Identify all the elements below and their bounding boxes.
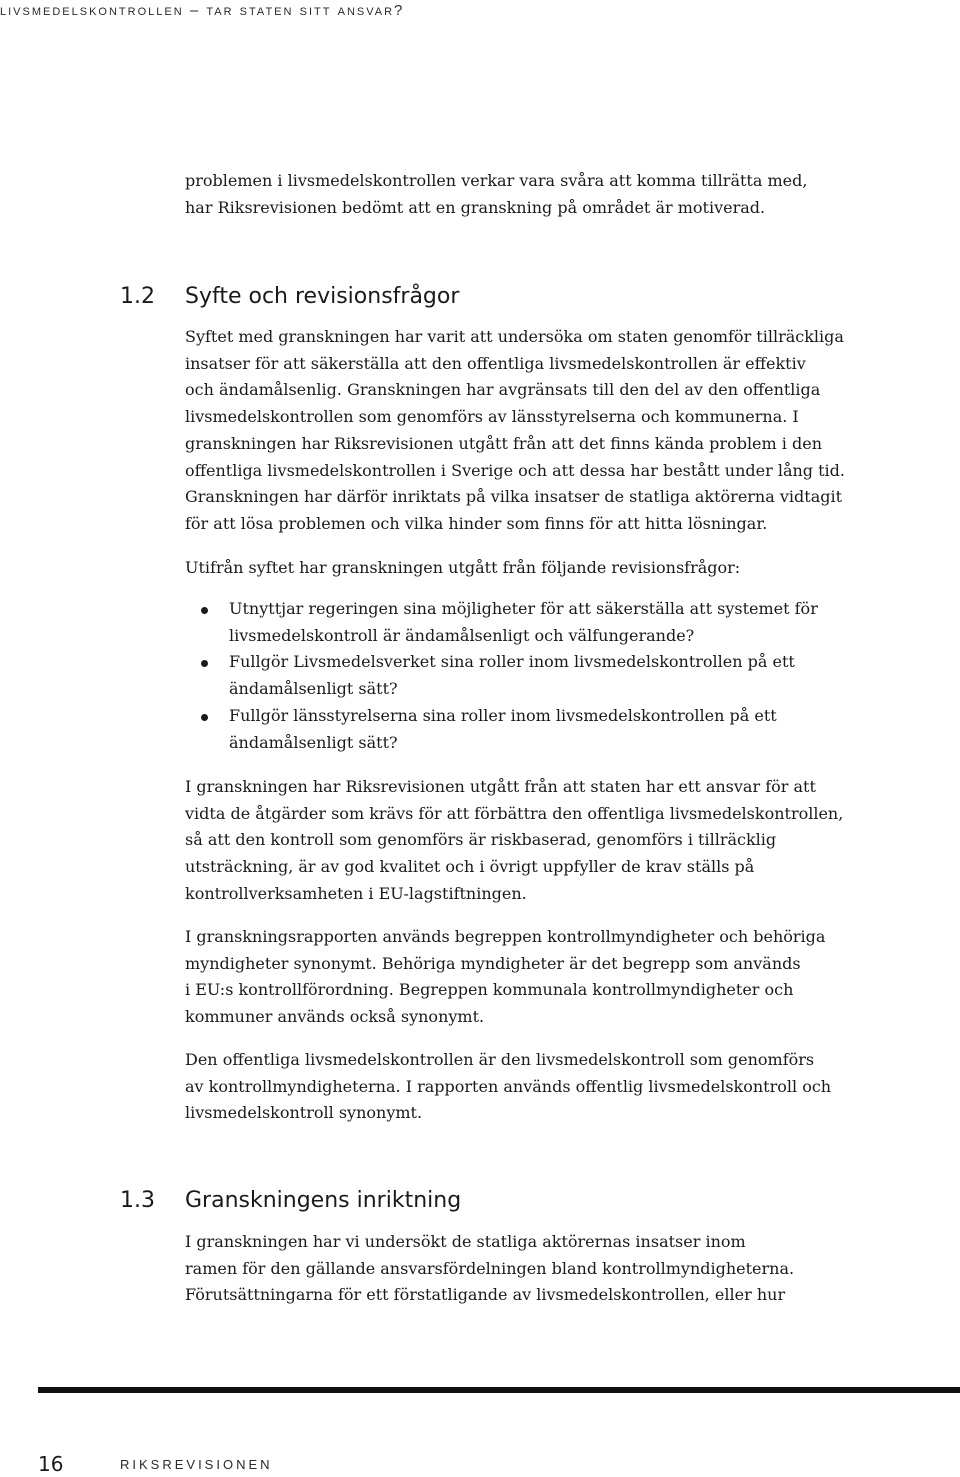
text-line: Den offentliga livsmedelskontrollen är den livsmedelskontroll som genomförs bbox=[185, 1050, 815, 1069]
intro-paragraph bbox=[185, 168, 845, 221]
text-line: Granskningen har därför inriktats på vilka insatser de statliga aktörerna vidtagit bbox=[185, 487, 843, 507]
text-line: och ändamålsenlig. Granskningen har avgränsats till den del av den offentliga bbox=[185, 380, 821, 400]
responsibility-paragraph bbox=[185, 774, 845, 908]
text-line: livsmedelskontroll är ändamålsenligt och välfungerande? bbox=[229, 625, 695, 645]
text-line: ramen för den gällande ansvarsfördelningen bland kontrollmyndigheterna. bbox=[185, 1258, 795, 1278]
page-number: 16 bbox=[38, 1452, 64, 1476]
list-item bbox=[185, 649, 818, 702]
text-line: I granskningen har Riksrevisionen utgått från att staten har ett ansvar för att bbox=[185, 777, 816, 796]
text-line: kommuner används också synonymt. bbox=[185, 1007, 485, 1027]
running-header: livsmedelskontrollen – tar staten sitt ansvar? bbox=[0, 2, 405, 19]
text-line: ändamålsenligt sätt? bbox=[229, 732, 398, 752]
text-line: insatser för att säkerställa att den offentliga livsmedelskontrollen är effektiv bbox=[185, 353, 806, 373]
text-line: offentliga livsmedelskontrollen i Sverige och att dessa har bestått under lång tid. bbox=[185, 460, 845, 480]
publisher-name: RIKSREVISIONEN bbox=[120, 1457, 273, 1472]
bullet-icon bbox=[201, 607, 208, 614]
audit-questions-list bbox=[185, 596, 818, 756]
bullet-icon bbox=[201, 660, 208, 667]
text-line: ändamålsenligt sätt? bbox=[229, 679, 398, 699]
scope-paragraph bbox=[185, 1229, 845, 1309]
text-line: av kontrollmyndigheterna. I rapporten används offentlig livsmedelskontroll och bbox=[185, 1076, 832, 1096]
terminology-paragraph bbox=[185, 924, 845, 1031]
text-line: livsmedelskontrollen som genomförs av länsstyrelserna och kommunerna. I bbox=[185, 407, 799, 427]
section-number: 1.2 bbox=[120, 284, 155, 309]
text-line: har Riksrevisionen bedömt att en granskning på området är motiverad. bbox=[185, 197, 766, 217]
section-heading: Granskningens inriktning bbox=[185, 1188, 462, 1213]
definition-paragraph bbox=[185, 1047, 845, 1127]
section-heading: Syfte och revisionsfrågor bbox=[185, 284, 460, 309]
text-line: Fullgör Livsmedelsverket sina roller inom livsmedelskontrollen på ett bbox=[229, 652, 795, 672]
text-line: Utifrån syftet har granskningen utgått från följande revisionsfrågor: bbox=[185, 558, 741, 577]
text-line: myndigheter synonymt. Behöriga myndigheter är det begrepp som används bbox=[185, 953, 801, 973]
section-number: 1.3 bbox=[120, 1188, 155, 1213]
text-line: vidta de åtgärder som krävs för att förbättra den offentliga livsmedelskontrollen, bbox=[185, 803, 844, 823]
text-line: granskningen har Riksrevisionen utgått från att det finns kända problem i den bbox=[185, 433, 822, 453]
text-line: Fullgör länsstyrelserna sina roller inom livsmedelskontrollen på ett bbox=[229, 705, 777, 725]
text-line: Förutsättningarna för ett förstatligande av livsmedelskontrollen, eller hur bbox=[185, 1285, 786, 1305]
text-line: för att lösa problemen och vilka hinder som finns för att hitta lösningar. bbox=[185, 513, 768, 533]
text-line: I granskningen har vi undersökt de statliga aktörernas insatser inom bbox=[185, 1232, 746, 1251]
footer-divider bbox=[38, 1387, 960, 1393]
bullet-icon bbox=[201, 714, 208, 721]
text-line: i EU:s kontrollförordning. Begreppen kommunala kontrollmyndigheter och bbox=[185, 980, 794, 1000]
text-line: så att den kontroll som genomförs är riskbaserad, genomförs i tillräcklig bbox=[185, 830, 777, 850]
purpose-paragraph bbox=[185, 324, 845, 538]
list-item bbox=[185, 596, 818, 649]
text-line: Syftet med granskningen har varit att undersöka om staten genomför tillräckliga bbox=[185, 327, 844, 346]
text-line: I granskningsrapporten används begreppen kontrollmyndigheter och behöriga bbox=[185, 927, 826, 946]
text-line: problemen i livsmedelskontrollen verkar vara svåra att komma tillrätta med, bbox=[185, 171, 808, 190]
text-line: utsträckning, är av god kvalitet och i övrigt uppfyller de krav ställs på bbox=[185, 857, 755, 877]
questions-intro bbox=[185, 555, 845, 582]
text-line: Utnyttjar regeringen sina möjligheter för att säkerställa att systemet för bbox=[229, 599, 818, 618]
list-item bbox=[185, 703, 818, 756]
text-line: livsmedelskontroll synonymt. bbox=[185, 1103, 423, 1123]
text-line: kontrollverksamheten i EU-lagstiftningen. bbox=[185, 883, 527, 903]
